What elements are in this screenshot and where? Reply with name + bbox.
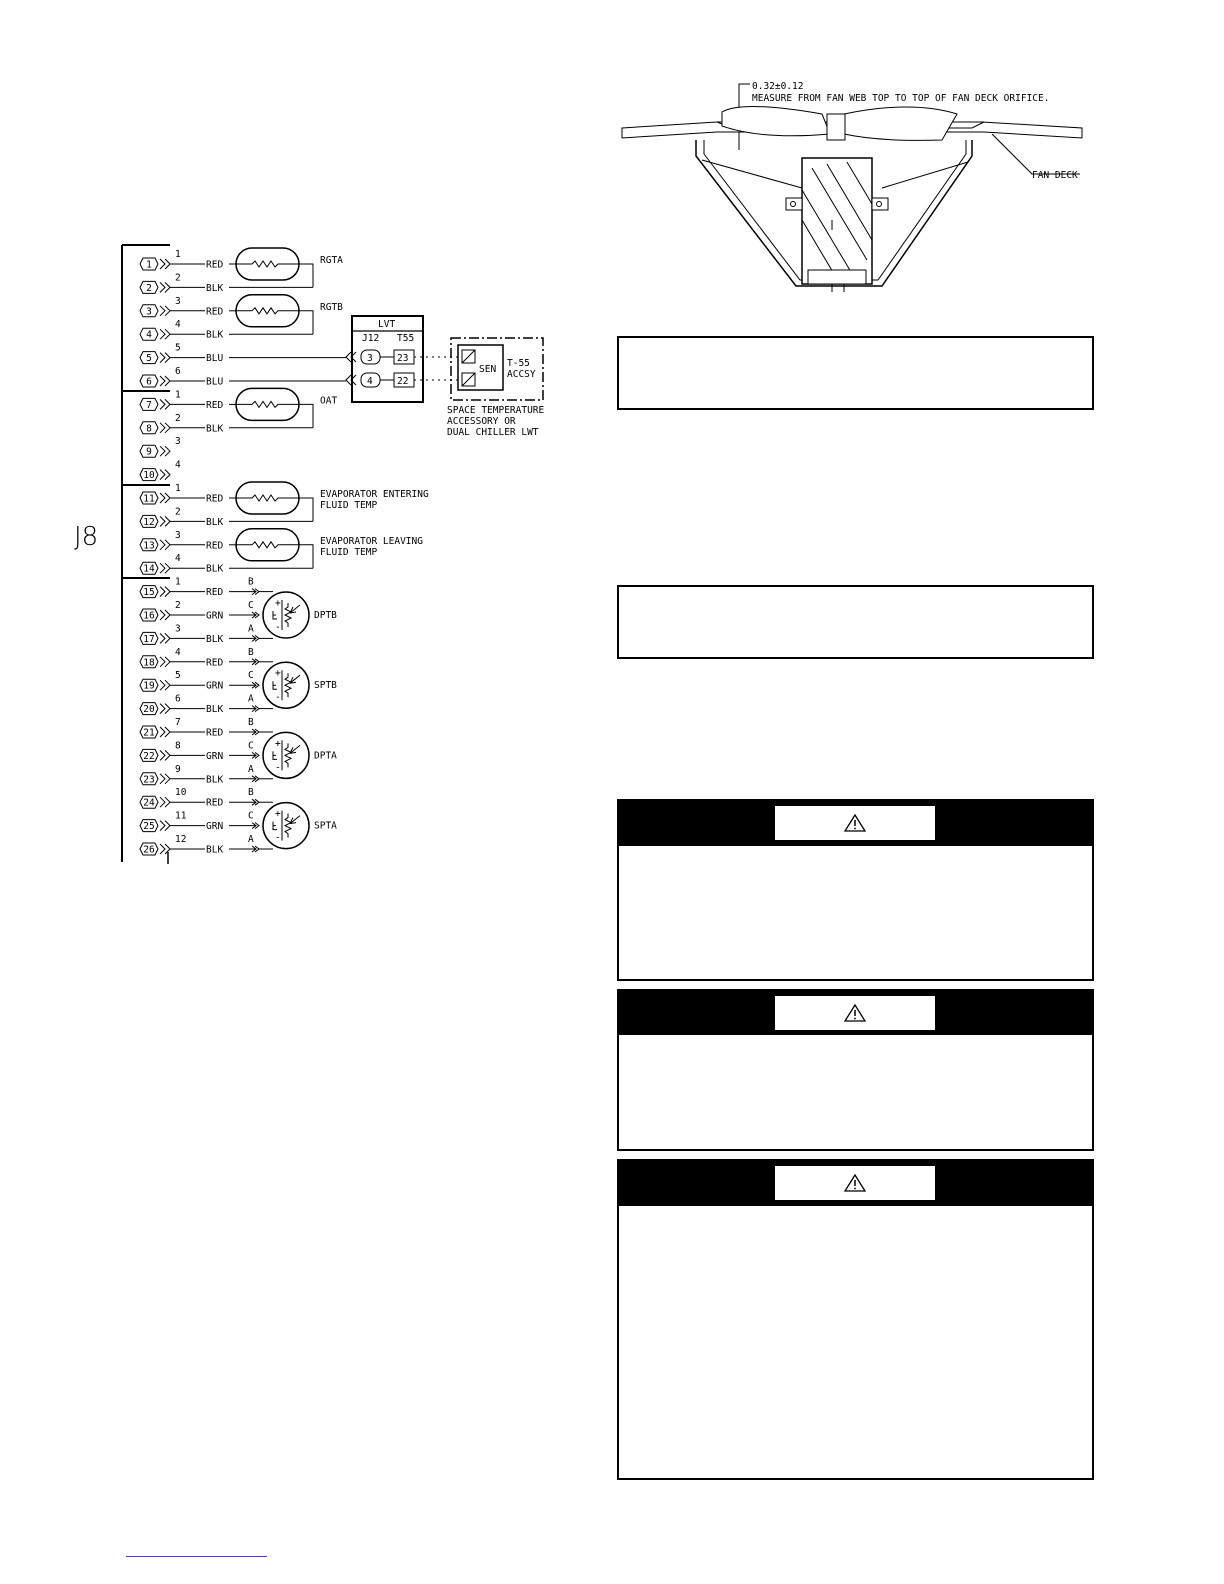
wire-color: RED	[206, 657, 224, 669]
pin-number: 25	[143, 821, 155, 833]
pin-number: 8	[146, 423, 152, 435]
wire-number: 3	[175, 436, 181, 448]
wire-color: RED	[206, 797, 224, 809]
pin-chevrons	[160, 376, 170, 386]
wire-color: RED	[206, 493, 224, 505]
fan-deck-drawing	[612, 70, 1112, 310]
note-box-2	[617, 585, 1094, 659]
wire-color: BLK	[206, 844, 224, 856]
warning-triangle-icon	[844, 814, 866, 832]
pin-number: 10	[143, 470, 155, 482]
wire-number: 2	[175, 600, 181, 611]
note-box-1	[617, 336, 1094, 410]
wire-row	[140, 764, 259, 786]
sensor-name-line-1: T-55	[507, 358, 530, 369]
wire-row	[140, 811, 259, 833]
lvt-title: LVT	[378, 319, 396, 330]
wire-number: 2	[175, 506, 181, 518]
warning-triangle-icon	[844, 1004, 866, 1022]
terminal-letter: B	[248, 576, 254, 588]
warning-label-3	[775, 1166, 935, 1200]
wire-number: 12	[175, 834, 187, 845]
svg-text:+: +	[275, 808, 281, 820]
wire-row	[140, 296, 223, 318]
pin-chevrons	[160, 353, 170, 363]
wire-row	[140, 389, 223, 411]
pin-chevrons	[160, 633, 170, 643]
lvt-t55: T55	[397, 333, 415, 344]
pin-number: 5	[146, 353, 152, 365]
fan-dimension-note: MEASURE FROM FAN WEB TOP TO TOP OF FAN DECK ORIFICE.	[752, 93, 1050, 104]
pin-chevrons	[160, 821, 170, 831]
pin-chevrons	[160, 797, 170, 807]
pin-chevrons	[160, 727, 170, 737]
pin-number: 17	[143, 633, 155, 645]
pin-chevrons	[160, 493, 170, 503]
pin-chevrons	[160, 540, 170, 550]
warning-header-2	[619, 991, 1092, 1035]
wire-row	[140, 460, 181, 482]
pin-chevrons	[160, 774, 170, 784]
sensor-caption-line-2: ACCESSORY OR	[447, 416, 516, 427]
wire-color: BLK	[206, 774, 224, 786]
sensor-sen-label: SEN	[479, 364, 497, 375]
svg-text:-: -	[275, 622, 281, 633]
pin-chevrons	[160, 423, 170, 433]
pin-number: 22	[143, 750, 155, 762]
sensor-name-line-2: ACCSY	[507, 369, 536, 380]
pin-chevrons	[160, 259, 170, 269]
terminal-letter: A	[248, 623, 254, 635]
pin-chevrons	[160, 470, 170, 480]
sensor-caption-line-1: SPACE TEMPERATURE	[447, 405, 545, 416]
pressure-transducer	[259, 592, 337, 639]
wire-color: RED	[206, 399, 224, 411]
lvt-t55-pin-23: 23	[397, 353, 409, 364]
thermistor-label: FLUID TEMP	[320, 546, 378, 558]
pin-chevrons	[160, 657, 170, 667]
wire-number: 4	[175, 459, 181, 471]
wire-row	[140, 647, 259, 669]
wire-number: 8	[175, 740, 181, 752]
wire-color: GRN	[206, 610, 224, 622]
pin-number: 20	[143, 704, 155, 716]
wire-color: BLK	[206, 329, 224, 341]
svg-text:-: -	[275, 832, 281, 844]
j8-connector-label: J8	[74, 522, 99, 552]
t55-sensor-accessory	[447, 338, 545, 438]
pin-number: 13	[143, 540, 155, 552]
pin-chevrons	[160, 587, 170, 597]
thermistor	[229, 295, 343, 334]
lvt-j12-pin-3: 3	[367, 353, 373, 364]
wire-number: 1	[175, 389, 181, 401]
fan-dimension-value: 0.32±0.12	[752, 81, 804, 92]
terminal-letter: A	[248, 834, 254, 845]
pin-chevrons	[160, 750, 170, 760]
footer-link-underline	[126, 1556, 267, 1557]
wire-row	[140, 319, 223, 341]
wire-number: 9	[175, 763, 181, 775]
pin-chevrons	[160, 563, 170, 573]
warning-header-3	[619, 1161, 1092, 1206]
wire-color: BLK	[206, 563, 224, 575]
wire-row	[140, 787, 259, 809]
terminal-letter: C	[248, 670, 254, 682]
wire-number: 11	[175, 810, 187, 822]
wire-color: BLU	[206, 353, 224, 365]
warning-box-2	[617, 989, 1094, 1151]
pin-number: 18	[143, 657, 155, 669]
wire-color: BLK	[206, 704, 224, 716]
pressure-transducer	[259, 662, 337, 709]
wire-row	[140, 413, 223, 435]
wire-color: BLU	[206, 376, 224, 388]
pin-number: 9	[146, 446, 152, 458]
wire-color: BLK	[206, 516, 224, 528]
pin-number: 2	[146, 282, 152, 294]
wire-row	[140, 553, 223, 575]
wire-number: 10	[175, 787, 187, 799]
pin-number: 21	[143, 727, 155, 739]
lvt-t55-pin-22: 22	[397, 376, 409, 387]
pin-number: 19	[143, 680, 155, 692]
wire-color: GRN	[206, 821, 224, 833]
terminal-letter: C	[248, 600, 254, 611]
wire-row	[140, 623, 259, 645]
pressure-transducer	[259, 802, 337, 849]
thermistor-label: RGTB	[320, 301, 343, 313]
warning-box-3	[617, 1159, 1094, 1480]
wire-color: BLK	[206, 423, 224, 435]
pin-number: 16	[143, 610, 155, 622]
wire-row	[140, 694, 259, 716]
wire-number: 2	[175, 272, 181, 284]
pin-number: 15	[143, 587, 155, 599]
fan-deck-label: FAN DECK	[1032, 170, 1078, 181]
wire-number: 3	[175, 295, 181, 307]
thermistor	[229, 388, 337, 427]
wire-number: 6	[175, 693, 181, 705]
terminal-letter: B	[248, 717, 254, 728]
thermistor	[229, 248, 343, 287]
wire-color: RED	[206, 306, 224, 318]
svg-text:+: +	[275, 738, 281, 750]
lvt-block	[346, 316, 458, 402]
wire-row	[140, 834, 259, 856]
terminal-letter: C	[248, 740, 254, 752]
transducer-label: SPTB	[314, 680, 337, 692]
svg-text:-: -	[275, 762, 281, 774]
thermistor	[229, 529, 423, 568]
transducer-label: DPTA	[314, 750, 337, 762]
pin-chevrons	[160, 282, 170, 292]
pin-number: 14	[143, 563, 155, 575]
svg-text:-: -	[275, 692, 281, 704]
wire-color: RED	[206, 727, 224, 739]
wire-row	[140, 343, 223, 365]
wire-color: BLK	[206, 282, 224, 294]
pin-chevrons	[160, 610, 170, 620]
lvt-j12-pin-4: 4	[367, 376, 373, 387]
wire-row	[140, 717, 259, 739]
wire-color: RED	[206, 587, 224, 599]
pin-number: 3	[146, 306, 152, 318]
j8-wiring-diagram	[0, 0, 612, 900]
lvt-j12: J12	[362, 333, 380, 344]
wire-row	[140, 530, 223, 552]
wire-number: 5	[175, 670, 181, 682]
terminal-letter: B	[248, 646, 254, 658]
thermistor-label: OAT	[320, 395, 338, 407]
wire-row	[140, 249, 223, 271]
wire-row	[140, 740, 259, 762]
wire-number: 4	[175, 319, 181, 331]
svg-text:+: +	[275, 598, 281, 609]
wire-row	[140, 483, 223, 505]
thermistor-label: RGTA	[320, 255, 343, 266]
pin-chevrons	[160, 306, 170, 316]
wire-row	[140, 506, 223, 528]
wire-number: 1	[175, 576, 181, 588]
wire-row	[140, 272, 223, 294]
wire-number: 5	[175, 342, 181, 354]
wire-number: 4	[175, 553, 181, 565]
wire-number: 1	[175, 483, 181, 494]
pin-number: 23	[143, 774, 155, 786]
pin-chevrons	[160, 704, 170, 714]
pin-chevrons	[160, 516, 170, 526]
warning-label-1	[775, 806, 935, 840]
wire-number: 3	[175, 623, 181, 635]
pin-number: 12	[143, 516, 155, 528]
thermistor-label: EVAPORATOR LEAVING	[320, 535, 423, 547]
warning-label-2	[775, 996, 935, 1030]
thermistor-label: FLUID TEMP	[320, 500, 378, 511]
pin-number: 6	[146, 376, 152, 388]
pin-chevrons	[160, 399, 170, 409]
wire-color: BLK	[206, 633, 224, 645]
pressure-transducer	[259, 732, 337, 779]
warning-triangle-icon	[844, 1174, 866, 1192]
svg-text:+: +	[275, 668, 281, 680]
wire-number: 6	[175, 366, 181, 377]
pin-chevrons	[160, 680, 170, 690]
sensor-caption-line-3: DUAL CHILLER LWT	[447, 427, 539, 438]
warning-header-1	[619, 801, 1092, 846]
terminal-letter: A	[248, 763, 254, 775]
pin-number: 7	[146, 399, 152, 411]
wire-row	[140, 436, 181, 458]
transducer-label: SPTA	[314, 820, 337, 832]
transducer-label: DPTB	[314, 610, 337, 621]
terminal-letter: C	[248, 810, 254, 822]
wire-number: 4	[175, 646, 181, 658]
terminal-letter: A	[248, 693, 254, 705]
wire-number: 2	[175, 412, 181, 424]
terminal-letter: B	[248, 787, 254, 799]
wire-color: RED	[206, 259, 224, 271]
wire-color: GRN	[206, 680, 224, 692]
pin-number: 1	[146, 259, 152, 271]
pin-chevrons	[160, 329, 170, 339]
wire-row	[140, 600, 259, 622]
warning-box-1	[617, 799, 1094, 981]
pin-number: 11	[143, 493, 155, 505]
pin-chevrons	[160, 446, 170, 456]
wire-row	[140, 670, 259, 692]
wire-color: GRN	[206, 750, 224, 762]
pin-number: 24	[143, 797, 155, 809]
wire-row	[140, 366, 223, 388]
wire-number: 1	[175, 249, 181, 260]
wire-number: 7	[175, 717, 181, 728]
pin-number: 26	[143, 844, 155, 856]
wire-number: 3	[175, 529, 181, 541]
wire-row	[140, 577, 259, 599]
thermistor	[229, 482, 429, 521]
pin-number: 4	[146, 329, 152, 341]
wire-color: RED	[206, 540, 224, 552]
thermistor-label: EVAPORATOR ENTERING	[320, 489, 429, 500]
